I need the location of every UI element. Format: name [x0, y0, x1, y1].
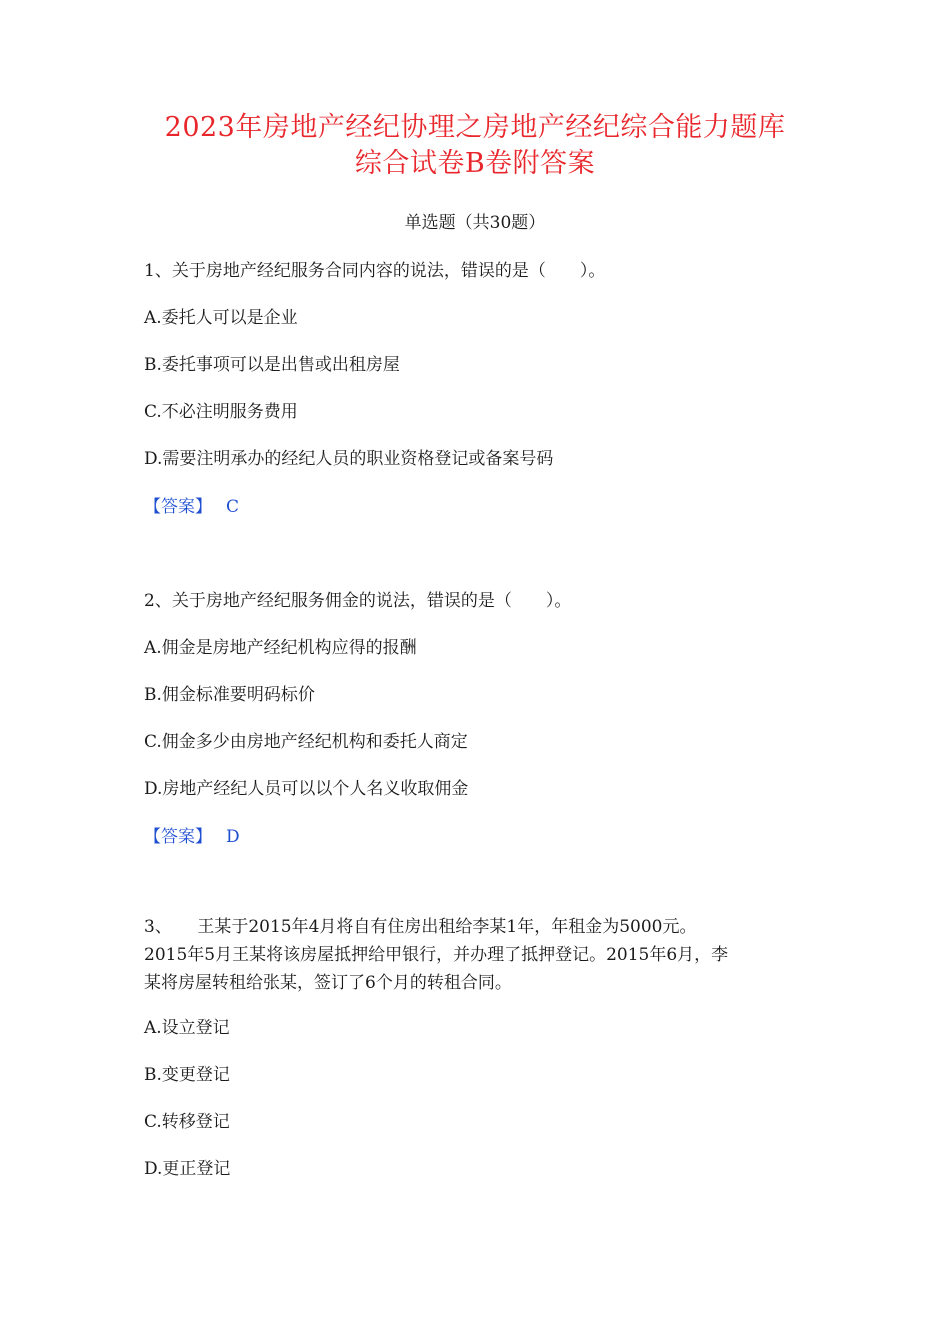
question-1-stem: 1、关于房地产经纪服务合同内容的说法，错误的是（ ）。: [144, 261, 606, 281]
question-2-option-d: D.房地产经纪人员可以以个人名义收取佣金: [144, 779, 469, 799]
answer-label: 【答案】: [144, 827, 212, 847]
question-3-option-d: D.更正登记: [144, 1159, 231, 1179]
question-2-option-b: B.佣金标准要明码标价: [144, 685, 315, 705]
question-1-option-b: B.委托事项可以是出售或出租房屋: [144, 355, 400, 375]
question-3-option-a: A.设立登记: [144, 1018, 230, 1038]
answer-label: 【答案】: [144, 497, 212, 517]
question-3-stem-line-2: 2015年5月王某将该房屋抵押给甲银行，并办理了抵押登记。2015年6月，李: [144, 945, 729, 965]
question-3-option-b: B.变更登记: [144, 1065, 230, 1085]
document-title-line-2: 综合试卷B卷附答案: [354, 148, 596, 179]
question-1-option-c: C.不必注明服务费用: [144, 402, 298, 422]
document-title-line-1: 2023年房地产经纪协理之房地产经纪综合能力题库: [164, 112, 786, 143]
question-3-stem-line-1: 3、 王某于2015年4月将自有住房出租给李某1年，年租金为5000元。: [144, 917, 697, 937]
question-1-option-d: D.需要注明承办的经纪人员的职业资格登记或备案号码: [144, 449, 554, 469]
question-2-answer: [144, 824, 240, 850]
question-1-answer: [144, 494, 239, 520]
question-2-stem: 2、关于房地产经纪服务佣金的说法，错误的是（ ）。: [144, 591, 572, 611]
section-heading: 单选题（共30题）: [404, 213, 546, 233]
question-1-option-a: A.委托人可以是企业: [144, 308, 298, 328]
answer-value: C: [226, 497, 240, 517]
question-3-option-c: C.转移登记: [144, 1112, 230, 1132]
question-3-stem-line-3: 某将房屋转租给张某，签订了6个月的转租合同。: [144, 973, 512, 993]
question-2-option-c: C.佣金多少由房地产经纪机构和委托人商定: [144, 732, 468, 752]
answer-value: D: [226, 827, 240, 847]
question-2-option-a: A.佣金是房地产经纪机构应得的报酬: [144, 638, 417, 658]
